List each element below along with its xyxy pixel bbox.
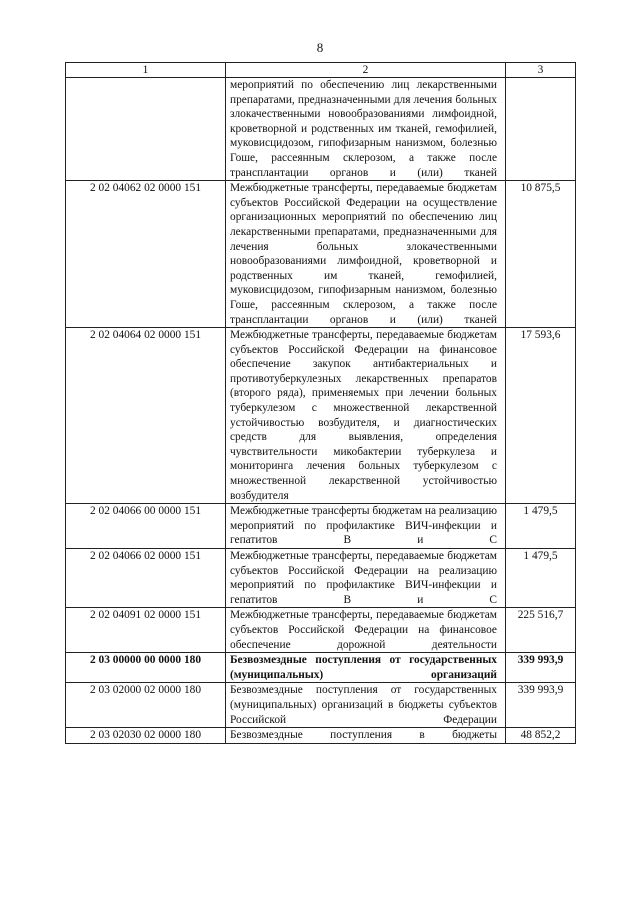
table-row bbox=[66, 504, 576, 549]
row-description: Межбюджетные трансферты, передаваемые бюджетам субъектов Российской Федерации на финансовое обеспечение закупок антибактериальных и противотуберкулезных лекарственных препаратов (второго ряда), применяемых при лечении больных туберкулезом с множественной лекарственной устойчивостью возбудителя, и диагностических средств для выявления, определения чувствительности микобактерии туберкулеза и мониторинга лечения больных туберкулезом с множественной лекарственной устойчивостью возбудителя bbox=[226, 328, 506, 504]
table-row bbox=[66, 653, 576, 683]
budget-code: 2 03 02000 02 0000 180 bbox=[66, 683, 226, 728]
budget-code: 2 02 04066 00 0000 151 bbox=[66, 504, 226, 549]
budget-code: 2 03 02030 02 0000 180 bbox=[66, 728, 226, 744]
row-amount: 339 993,9 bbox=[506, 653, 576, 683]
row-description: Межбюджетные трансферты, передаваемые бюджетам субъектов Российской Федерации на осуществление организационных мероприятий по обеспечению лиц лекарственными препаратами, предназначенными для лечения больных злокачественными новообразованиями лимфоидной, кроветворной и родственных им тканей, гемофилией, муковисцидозом, гипофизарным нанизмом, болезнью Гоше, рассеянным склерозом, а также после трансплантации органов и (или) тканей bbox=[226, 181, 506, 328]
table-row bbox=[66, 683, 576, 728]
budget-code: 2 02 04062 02 0000 151 bbox=[66, 181, 226, 328]
column-header-3: 3 bbox=[506, 63, 576, 78]
header-row bbox=[66, 63, 576, 78]
budget-code: 2 02 04091 02 0000 151 bbox=[66, 608, 226, 653]
column-header-1: 1 bbox=[66, 63, 226, 78]
page-number: 8 bbox=[316, 40, 324, 55]
row-description: мероприятий по обеспечению лиц лекарственными препаратами, предназначенными для лечения больных злокачественными новообразованиями лимфоидной, кроветворной и родственных им тканей, гемофилией, муковисцидозом, гипофизарным нанизмом, болезнью Гоше, рассеянным склерозом, а также после трансплантации органов и (или) тканей bbox=[226, 78, 506, 181]
table-body bbox=[66, 78, 576, 744]
table-row bbox=[66, 608, 576, 653]
budget-code: 2 02 04066 02 0000 151 bbox=[66, 549, 226, 608]
budget-table bbox=[65, 62, 576, 744]
row-description: Межбюджетные трансферты, передаваемые бюджетам субъектов Российской Федерации на финансовое обеспечение дорожной деятельности bbox=[226, 608, 506, 653]
row-description: Безвозмездные поступления в бюджеты bbox=[226, 728, 506, 744]
row-amount: 339 993,9 bbox=[506, 683, 576, 728]
row-amount: 1 479,5 bbox=[506, 549, 576, 608]
row-amount: 1 479,5 bbox=[506, 504, 576, 549]
row-description: Межбюджетные трансферты бюджетам на реализацию мероприятий по профилактике ВИЧ-инфекции и гепатитов B и C bbox=[226, 504, 506, 549]
budget-code: 2 02 04064 02 0000 151 bbox=[66, 328, 226, 504]
row-amount: 10 875,5 bbox=[506, 181, 576, 328]
budget-code: 2 03 00000 00 0000 180 bbox=[66, 653, 226, 683]
table-header bbox=[66, 63, 576, 78]
row-description: Межбюджетные трансферты, передаваемые бюджетам субъектов Российской Федерации на реализацию мероприятий по профилактике ВИЧ-инфекции и гепатитов B и C bbox=[226, 549, 506, 608]
table-row bbox=[66, 549, 576, 608]
row-amount bbox=[506, 78, 576, 181]
row-amount: 225 516,7 bbox=[506, 608, 576, 653]
table-row bbox=[66, 328, 576, 504]
row-description: Безвозмездные поступления от государственных (муниципальных) организаций в бюджеты субъектов Российской Федерации bbox=[226, 683, 506, 728]
row-description: Безвозмездные поступления от государственных (муниципальных) организаций bbox=[226, 653, 506, 683]
table-row bbox=[66, 728, 576, 744]
budget-code bbox=[66, 78, 226, 181]
table-row bbox=[66, 78, 576, 181]
column-header-2: 2 bbox=[226, 63, 506, 78]
table-row bbox=[66, 181, 576, 328]
row-amount: 17 593,6 bbox=[506, 328, 576, 504]
row-amount: 48 852,2 bbox=[506, 728, 576, 744]
